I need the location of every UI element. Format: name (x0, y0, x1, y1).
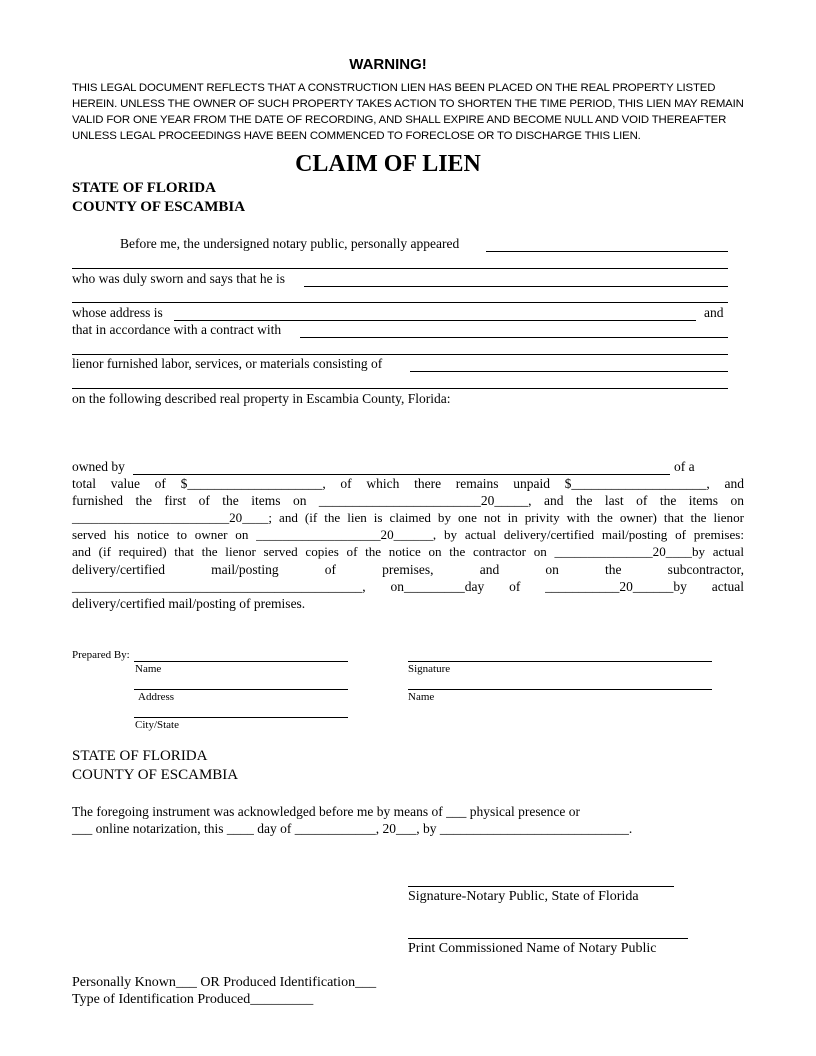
prepared-by-label: Prepared By: (72, 649, 130, 661)
address-and: and (704, 305, 724, 320)
warning-line-1: THIS LEGAL DOCUMENT REFLECTS THAT A CONSTRUCTION LIEN HAS BEEN PLACED ON THE REAL PROPERTY LISTED (72, 82, 716, 94)
materials-field-continued[interactable] (72, 388, 728, 389)
contract-party-field[interactable] (300, 337, 728, 338)
capacity-field[interactable] (304, 286, 728, 287)
lienor-signature-field[interactable] (408, 661, 712, 662)
prepared-city-caption: City/State (135, 719, 179, 731)
prepared-address-caption: Address (138, 691, 175, 703)
paragraph-line-7: ___________________________________________, on_________day of ___________20______by actual (72, 579, 744, 594)
warning-line-3: VALID FOR ONE YEAR FROM THE DATE OF RECORDING, AND SHALL EXPIRE AND BECOME NULL AND VOID THEREAFTER (72, 114, 727, 126)
prepared-city-field[interactable] (134, 717, 348, 718)
appeared-name-field-continued[interactable] (72, 268, 728, 269)
ack-line-1: The foregoing instrument was acknowledged before me by means of ___ physical presence or (72, 804, 580, 819)
contract-party-field-continued[interactable] (72, 354, 728, 355)
paragraph-line-8: delivery/certified mail/posting of premises. (72, 596, 306, 611)
paragraph-line-1: total value of $____________________, of which there remains unpaid $____________________, and (72, 476, 744, 491)
paragraph-line-4: served his notice to owner on ___________________20______, by actual delivery/certified mail/posting of premises: (72, 527, 744, 542)
warning-title: WARNING! (349, 56, 427, 73)
notary-signature-field[interactable] (408, 886, 674, 887)
document-title: CLAIM OF LIEN (295, 151, 481, 177)
paragraph-line-5: and (if required) that the lienor served copies of the notice on the contractor on _______________20____by actual (72, 544, 744, 559)
lienor-signature-caption: Signature (408, 663, 451, 675)
lienor-name-field[interactable] (408, 689, 712, 690)
materials-field[interactable] (410, 371, 728, 372)
ack-line-2: ___ online notarization, this ____ day of ____________, 20___, by ____________________________. (72, 821, 633, 836)
of-a-label: of a (674, 459, 695, 474)
sworn-label: who was duly sworn and says that he is (72, 271, 285, 286)
appeared-name-field[interactable] (486, 251, 728, 252)
paragraph-line-6: delivery/certified mail/posting of premises, and on the subcontractor, (72, 562, 744, 577)
warning-line-4: UNLESS LEGAL PROCEEDINGS HAVE BEEN COMMENCED TO FORECLOSE OR TO DISCHARGE THIS LIEN. (72, 130, 641, 142)
prepared-address-field[interactable] (134, 689, 348, 690)
address-field[interactable] (174, 320, 696, 321)
paragraph-line-3: ________________________20____; and (if the lien is claimed by one not in privity with the owner) that the lienor (72, 510, 744, 525)
notary-signature-caption: Signature-Notary Public, State of Florida (408, 889, 639, 904)
venue2-county: COUNTY OF ESCAMBIA (72, 767, 239, 783)
owned-by-label: owned by (72, 459, 125, 474)
notary-print-name-field[interactable] (408, 938, 688, 939)
venue2-state: STATE OF FLORIDA (72, 748, 208, 764)
notary-print-name-caption: Print Commissioned Name of Notary Public (408, 941, 657, 956)
paragraph-line-2: furnished the first of the items on ________________________20_____, and the last of the items on (72, 493, 744, 508)
property-label: on the following described real property in Escambia County, Florida: (72, 391, 451, 406)
venue-county: COUNTY OF ESCAMBIA (72, 199, 246, 215)
personally-known-line: Personally Known___ OR Produced Identification___ (72, 975, 377, 990)
lienor-name-caption: Name (408, 691, 435, 703)
contract-label: that in accordance with a contract with (72, 322, 282, 337)
prepared-name-caption: Name (135, 663, 162, 675)
warning-line-2: HEREIN. UNLESS THE OWNER OF SUCH PROPERTY TAKES ACTION TO SHORTEN THE TIME PERIOD, THIS LIEN MAY REMAIN (72, 98, 744, 110)
prepared-name-field[interactable] (134, 661, 348, 662)
capacity-field-continued[interactable] (72, 302, 728, 303)
venue-state: STATE OF FLORIDA (72, 180, 216, 196)
address-label: whose address is (72, 305, 163, 320)
materials-label: lienor furnished labor, services, or materials consisting of (72, 356, 383, 371)
identification-type-line: Type of Identification Produced_________ (72, 992, 314, 1007)
owner-field[interactable] (133, 474, 670, 475)
appeared-label: Before me, the undersigned notary public, personally appeared (120, 236, 460, 251)
